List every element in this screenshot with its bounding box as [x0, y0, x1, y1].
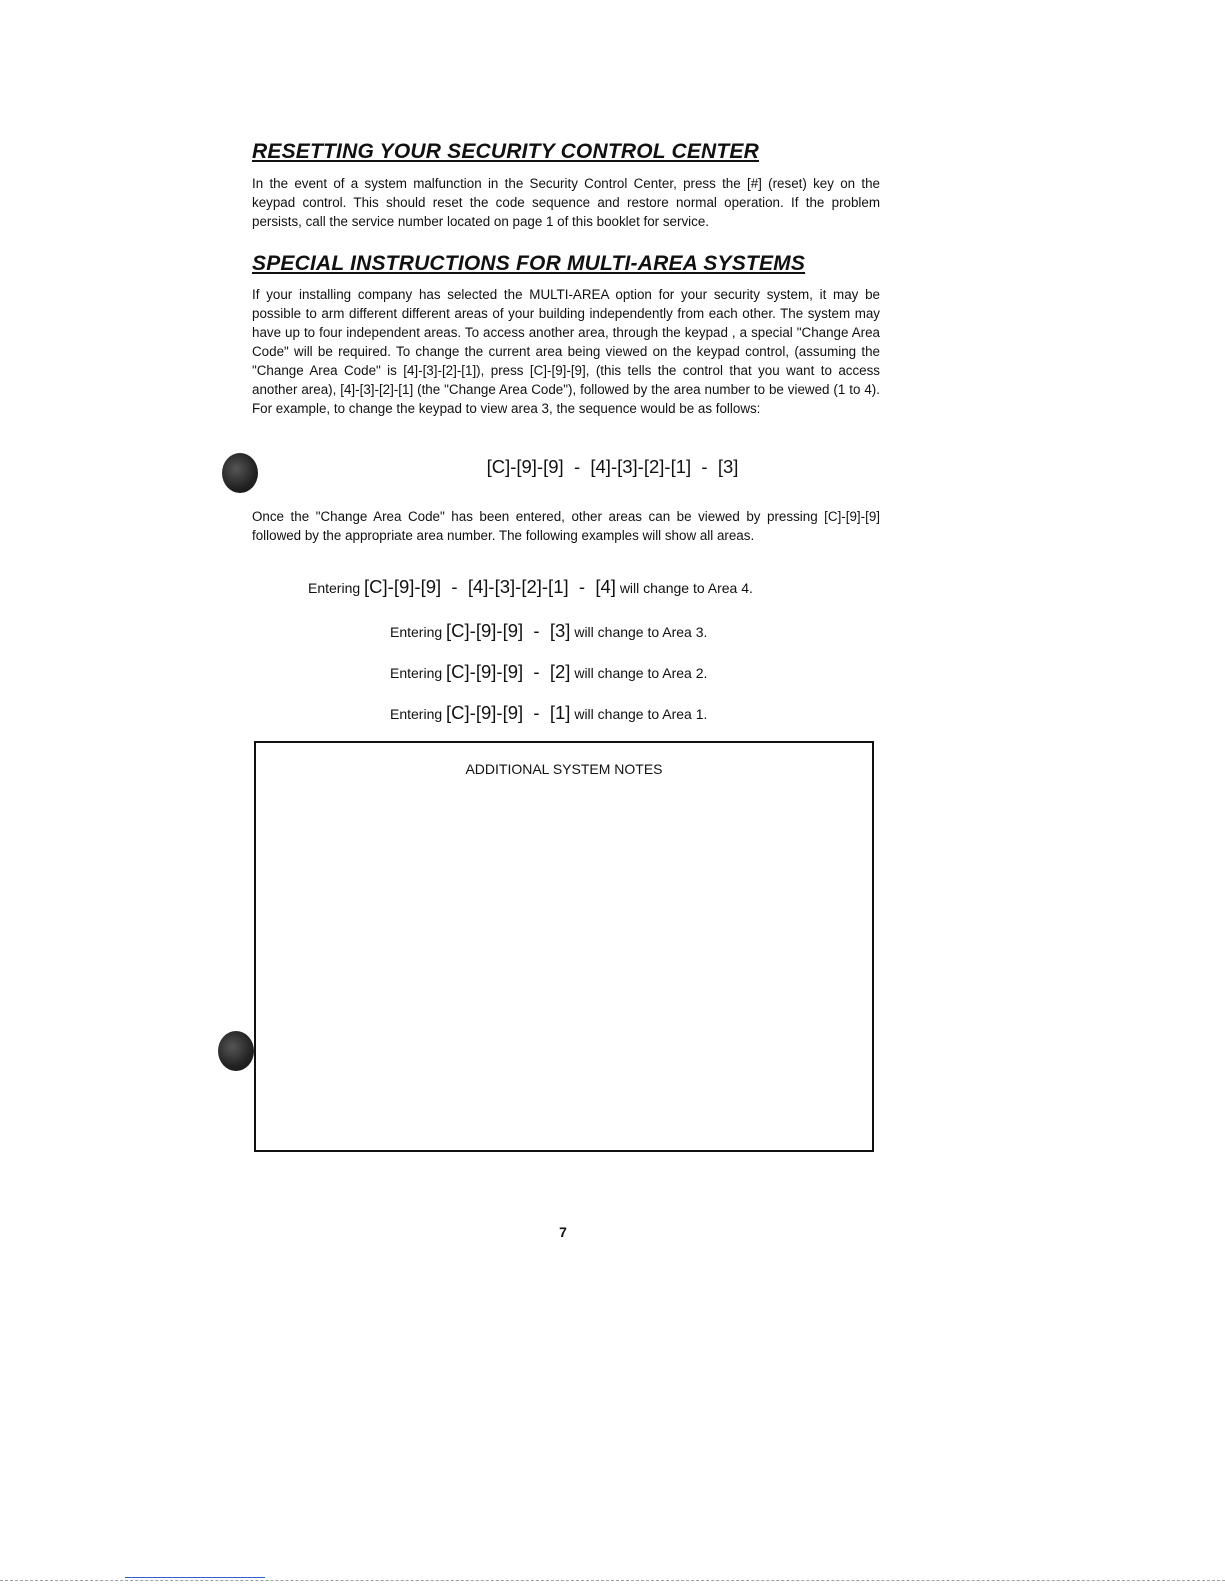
notes-box-title: ADDITIONAL SYSTEM NOTES: [465, 761, 663, 777]
example-prefix: Entering: [390, 665, 443, 681]
example-codes: [C]-[9]-[9] - [3]: [446, 620, 571, 641]
example-area-2: [390, 660, 707, 685]
followup-paragraph: Once the "Change Area Code" has been entered, other areas can be viewed by pressing [C]-[9]-[9] followed by the appropriate area number. The following examples will show all areas.: [252, 509, 880, 543]
additional-notes-box: [254, 741, 874, 1152]
reset-heading: RESETTING YOUR SECURITY CONTROL CENTER: [252, 140, 759, 163]
multi-area-paragraph: If your installing company has selected the MULTI-AREA option for your security system, it may be possible to arm different different areas of your building independently from each other. The system may have up to four independent areas. To access another area, through the keypad , a special "Change Area Code" will be required. To change the current area being viewed on the keypad control, (assuming the "Change Area Code" is [4]-[3]-[2]-[1]), press [C]-[9]-[9], (this tells the control that you want to access another area), [4]-[3]-[2]-[1] (the "Change Area Code"), followed by the area number to be viewed (1 to 4). For example, to change the keypad to view area 3, the sequence would be as follows:: [252, 287, 880, 416]
example-result: will change to Area 3.: [574, 624, 708, 640]
binder-hole-bottom: [218, 1031, 254, 1071]
example-result: will change to Area 4.: [619, 580, 753, 596]
reset-paragraph: In the event of a system malfunction in the Security Control Center, press the [#] (reset) key on the keypad control. This should reset the code sequence and restore normal operation. If the problem persists, call the service number located on page 1 of this booklet for service.: [252, 176, 880, 229]
example-result: will change to Area 1.: [574, 706, 708, 722]
footer-divider: [0, 1580, 1225, 1581]
example-codes: [C]-[9]-[9] - [2]: [446, 661, 571, 682]
footer-link-underline: [125, 1577, 265, 1578]
example-result: will change to Area 2.: [574, 665, 708, 681]
example-area-3: [390, 619, 707, 644]
example-codes: [C]-[9]-[9] - [4]-[3]-[2]-[1] - [4]: [364, 576, 616, 597]
multi-area-heading: SPECIAL INSTRUCTIONS FOR MULTI-AREA SYSTEMS: [252, 252, 806, 275]
example-area-4: [308, 575, 753, 600]
example-area-1: [390, 701, 707, 726]
example-prefix: Entering: [390, 624, 443, 640]
page-number: 7: [559, 1224, 567, 1240]
example-sequence: [C]-[9]-[9] - [4]-[3]-[2]-[1] - [3]: [486, 456, 739, 477]
example-prefix: Entering: [390, 706, 443, 722]
example-codes: [C]-[9]-[9] - [1]: [446, 702, 571, 723]
example-prefix: Entering: [308, 580, 361, 596]
